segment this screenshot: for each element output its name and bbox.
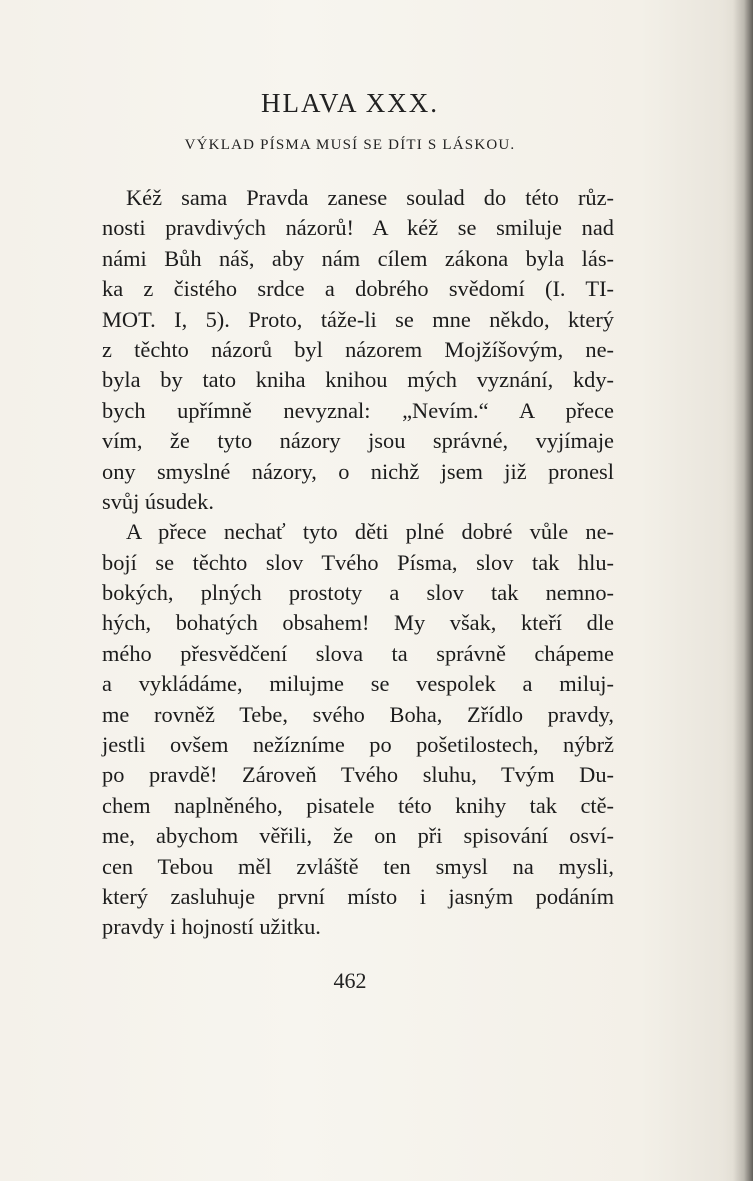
text-line: který zasluhuje první místo i jasným podáním	[102, 883, 614, 909]
text-line: svůj úsudek.	[102, 488, 214, 514]
text-line: ka z čistého srdce a dobrého svědomí (I. TI-	[102, 276, 614, 302]
text-line: me rovněž Tebe, svého Boha, Zřídlo pravdy,	[102, 701, 614, 727]
text-line: bych upřímně nevyznal: „Nevím.“ A přece	[102, 397, 614, 423]
page-number: 462	[333, 968, 367, 993]
text-line: jestli ovšem nežízníme po pošetilostech, nýbrž	[102, 732, 614, 758]
text-line: bokých, plných prostoty a slov tak nemno-	[102, 580, 614, 606]
paragraph-2	[102, 517, 614, 942]
chapter-title: HLAVA XXX.	[260, 88, 440, 118]
text-line: vím, že tyto názory jsou správné, vyjímaje	[102, 428, 614, 454]
text-line: hých, bohatých obsahem! My však, kteří dle	[102, 610, 614, 636]
text-line: me, abychom věřili, že on při spisování osví-	[102, 823, 614, 849]
text-line: A přece nechať tyto děti plné dobré vůle ne-	[126, 519, 614, 545]
text-line: chem naplněného, pisatele této knihy tak ctě-	[102, 792, 614, 818]
text-line: cen Tebou měl zvláště ten smysl na mysli,	[102, 853, 614, 879]
chapter-subtitle: VÝKLAD PÍSMA MUSÍ SE DÍTI S LÁSKOU.	[184, 137, 516, 153]
body-text	[102, 183, 614, 943]
text-line: nosti pravdivých názorů! A kéž se smiluje nad	[102, 215, 614, 241]
binding-shadow	[733, 0, 753, 1181]
text-line: byla by tato kniha knihou mých vyznání, kdy-	[102, 367, 614, 393]
text-line: pravdy i hojností užitku.	[102, 914, 321, 940]
text-line: z těchto názorů byl názorem Mojžíšovým, ne-	[102, 336, 614, 362]
text-line: ony smyslné názory, o nichž jsem již pronesl	[102, 458, 614, 484]
text-line: po pravdě! Zároveň Tvého sluhu, Tvým Du-	[102, 762, 614, 788]
text-line: mého přesvědčení slova ta správně chápeme	[102, 640, 614, 666]
text-line: a vykládáme, milujme se vespolek a miluj-	[102, 671, 614, 697]
text-line: Kéž sama Pravda zanese soulad do této růz-	[126, 185, 614, 210]
text-line: bojí se těchto slov Tvého Písma, slov tak hlu-	[102, 549, 614, 575]
paragraph-1	[102, 183, 614, 517]
text-line: námi Bůh náš, aby nám cílem zákona byla lás-	[102, 245, 614, 271]
text-line: MOT. I, 5). Proto, táže-li se mne někdo, který	[102, 306, 614, 332]
